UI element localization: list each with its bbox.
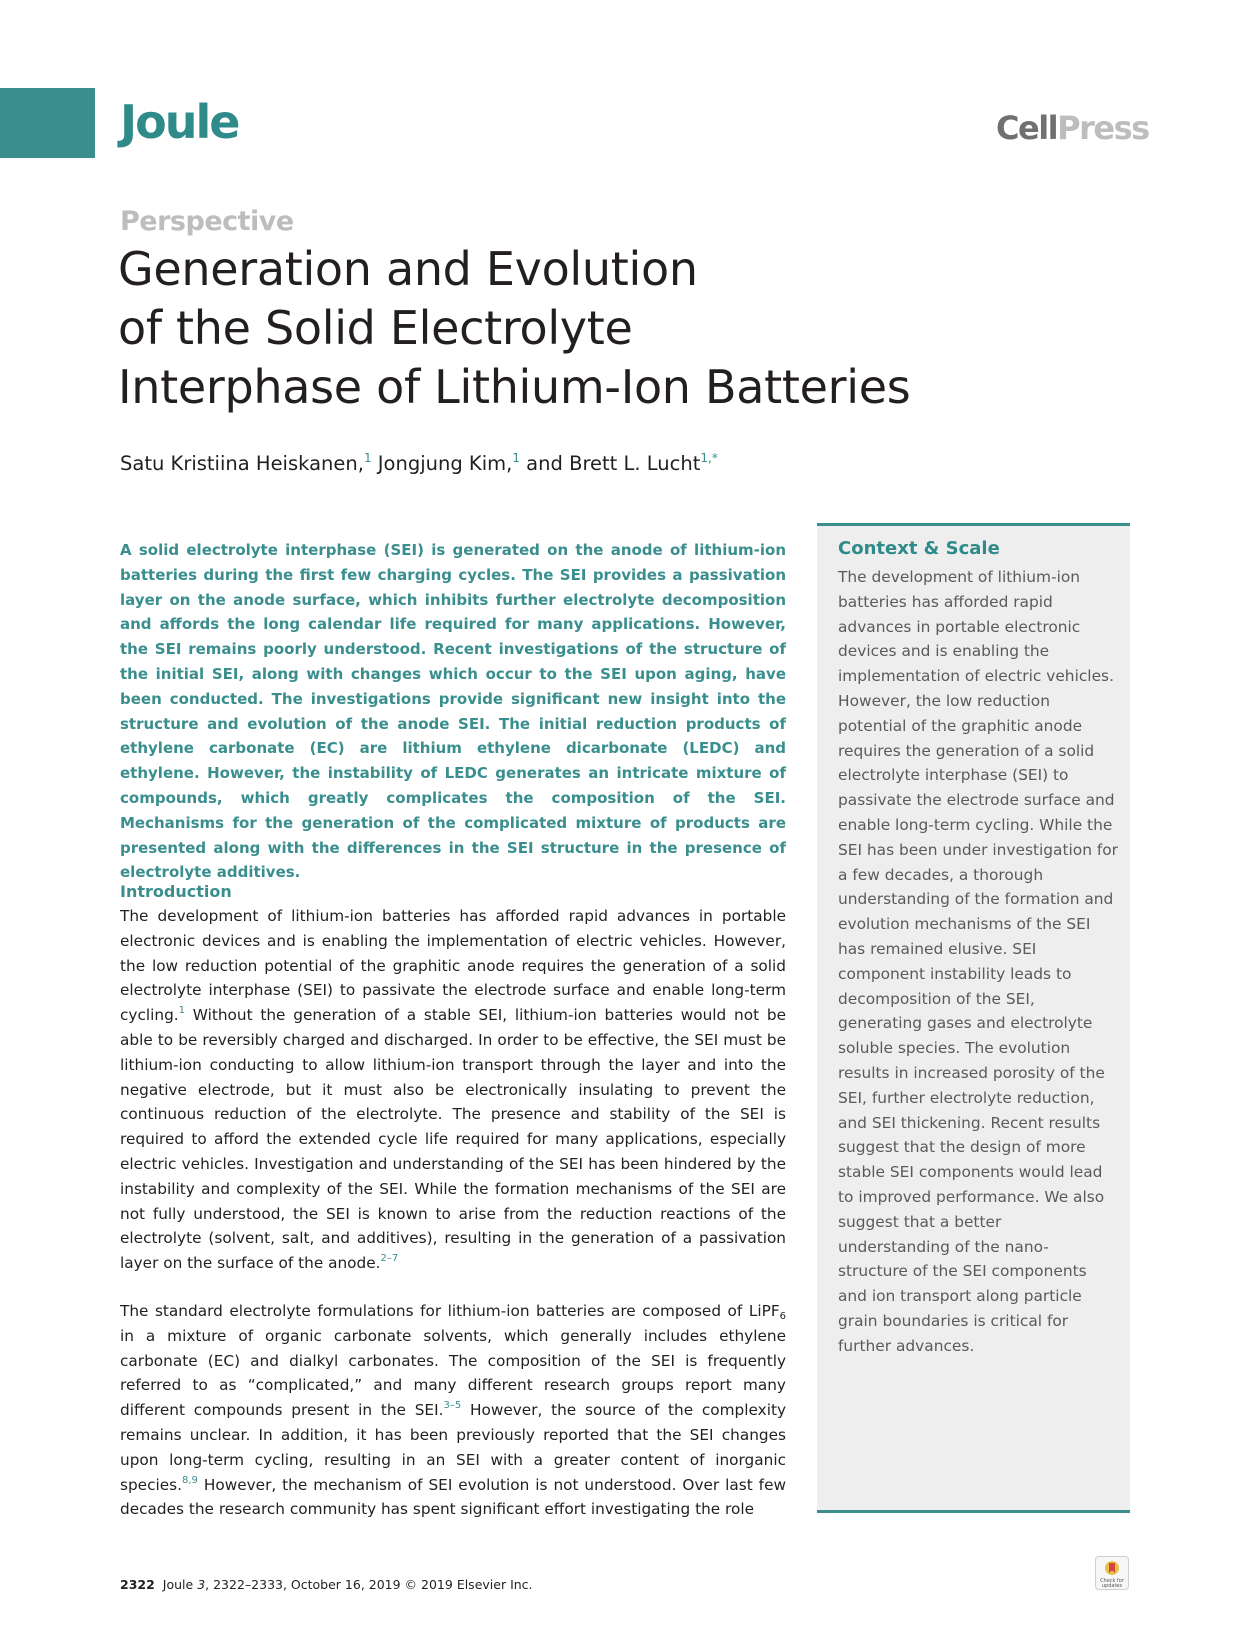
citation-link[interactable]: 8,9 [182, 1474, 198, 1486]
sidebar-text: The development of lithium-ion batteries has afforded rapid advances in portable electronic devices and is enabling the implementation of electric vehicles. However, the low reduction potential of the graphitic anode requires the generation of a solid electrolyte interphase (SEI) to passivate the electrode surface and enable long-term cycling. While the SEI has been under investigation for a few decades, a thorough understanding of the formation and evolution mechanisms of the SEI has remained elusive. SEI component instability leads to decomposition of the SEI, generating gases and electrolyte soluble species. The evolution results in increased porosity of the SEI, further electrolyte reduction, and SEI thickening. Recent results suggest that the design of more stable SEI components would lead to improved performance. We also suggest that a better understanding of the nano-structure of the SEI components and ion transport along particle grain boundaries is critical for further advances. [838, 568, 1119, 1355]
abstract: A solid electrolyte interphase (SEI) is generated on the anode of lithium-ion batteries during the first few charging cycles. The SEI provides a passivation layer on the anode surface, which inhibits further electrolyte decomposition and affords the long calendar life required for many applications. However, the SEI remains poorly understood. Recent investigations of the structure of the initial SEI, along with changes which occur to the SEI upon aging, have been conducted. The investigations provide significant new insight into the structure and evolution of the anode SEI. The initial reduction products of ethylene carbonate (EC) are lithium ethylene dicarbonate (LEDC) and ethylene. However, the instability of LEDC generates an intricate mixture of compounds, which greatly complicates the composition of the SEI. Mechanisms for the generation of the complicated mixture of products are presented along with the differences in the SEI structure in the presence of electrolyte additives. [120, 541, 786, 882]
citation-link[interactable]: 1 [178, 1005, 186, 1017]
page-number: 2322 [120, 1577, 155, 1592]
subscript: 6 [779, 1311, 786, 1322]
body-paragraph [120, 1299, 786, 1522]
paragraph-text: The development of lithium-ion batteries has afforded rapid advances in portable electronic devices and is enabling the implementation of electric vehicles. However, the low reduction potential of the graphitic anode requires the generation of a solid electrolyte interphase (SEI) to passivate the electrode surface and enable long-term cycling. [120, 907, 786, 1025]
badge-label: Check for updates [1100, 1578, 1124, 1589]
check-for-updates-badge[interactable] [1095, 1556, 1129, 1590]
author-conjunction: and [526, 452, 563, 475]
affiliation-marker[interactable]: 1 [512, 451, 520, 465]
section-heading-introduction: Introduction [120, 882, 232, 901]
publisher-logo-part1: Cell [996, 109, 1058, 147]
journal-logo: Joule [120, 95, 239, 149]
author-name: Jongjung Kim, [377, 452, 513, 475]
journal-color-tab [0, 88, 95, 158]
page-footer [120, 1576, 533, 1594]
paragraph-text: However, the mechanism of SEI evolution is not understood. Over last few decades the research community has spent significant effort investigating the role [120, 1475, 786, 1519]
author-list [120, 444, 718, 478]
title-line: Generation and Evolution [118, 242, 698, 296]
paragraph-text: The standard electrolyte formulations for lithium-ion batteries are composed of LiPF [120, 1302, 780, 1320]
footer-journal: Joule [162, 1577, 194, 1592]
publisher-logo-part2: Press [1057, 109, 1149, 147]
publisher-logo [996, 108, 1149, 148]
body-paragraph [120, 904, 786, 1276]
citation-link[interactable]: 2–7 [380, 1253, 399, 1265]
footer-citation: , 2322–2333, October 16, 2019 © 2019 Elsevier Inc. [205, 1577, 533, 1592]
title-line: of the Solid Electrolyte [118, 301, 633, 355]
author-name: Satu Kristiina Heiskanen, [120, 452, 364, 475]
citation-link[interactable]: 3–5 [443, 1400, 462, 1412]
bookmark-icon [1104, 1560, 1120, 1578]
title-line: Interphase of Lithium-Ion Batteries [118, 360, 911, 414]
affiliation-marker[interactable]: 1,* [700, 451, 718, 465]
sidebar-heading: Context & Scale [838, 538, 1000, 559]
affiliation-marker[interactable]: 1 [363, 451, 372, 465]
paragraph-text: However, the source of the complexity remains unclear. In addition, it has been previously reported that the SEI changes upon long-term cycling, resulting in an SEI with a greater content of inorganic species. [120, 1401, 786, 1494]
article-title [118, 240, 1018, 417]
footer-volume: 3 [197, 1577, 206, 1592]
paragraph-text: in a mixture of organic carbonate solvents, which generally includes ethylene carbonate (EC) and dialkyl carbonates. The composition of the SEI is frequently referred to as “complicated,” and many different research groups report many different compounds present in the SEI. [120, 1326, 786, 1420]
author-name: Brett L. Lucht [569, 452, 701, 475]
article-type-label: Perspective [120, 206, 294, 237]
paragraph-text: Without the generation of a stable SEI, lithium-ion batteries would not be able to be reversibly charged and discharged. In order to be effective, the SEI must be lithium-ion conducting to allow lithium-ion transport through the layer and into the negative electrode, but it must also be electronically insulating to prevent the continuous reduction of the electrolyte. The presence and stability of the SEI is required to afford the extended cycle life required for many applications, especially electric vehicles. Investigation and understanding of the SEI has been hindered by the instability and complexity of the SEI. While the formation mechanisms of the SEI are not fully understood, the SEI is known to arise from the reduction reactions of the electrolyte (solvent, salt, and additives), resulting in the generation of a passivation layer on the surface of the anode. [120, 1006, 786, 1273]
context-scale-box [817, 523, 1130, 1513]
